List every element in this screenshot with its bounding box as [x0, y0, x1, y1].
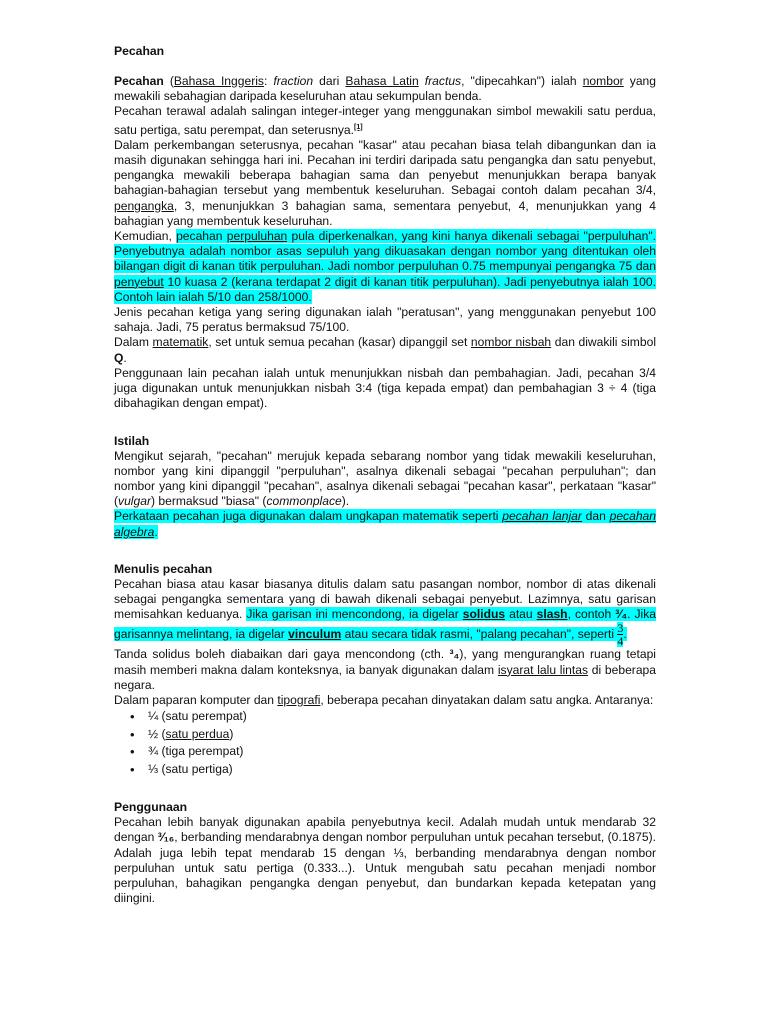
- paragraph-paparan-komputer: Dalam paparan komputer dan tipografi, beberapa pecahan dinyatakan dalam satu angka. Antaranya:: [114, 692, 654, 707]
- vinculum-fraction-example: $\frac{3}{4}$: [617, 621, 624, 649]
- paragraph-terawal: Pecahan terawal adalah salingan integer-integer yang menggunakan simbol mewakili satu perdua, satu pertiga, satu perempat, dan seterusnya.[1]: [114, 104, 656, 137]
- page-title: Pecahan: [114, 44, 165, 58]
- link-slash[interactable]: slash: [536, 607, 568, 622]
- link-nombor[interactable]: nombor: [582, 74, 624, 88]
- link-vinculum[interactable]: vinculum: [288, 627, 342, 642]
- link-tipografi[interactable]: tipografi: [277, 692, 321, 707]
- link-satu-perdua[interactable]: satu perdua: [165, 726, 230, 741]
- link-bahasa-latin[interactable]: Bahasa Latin: [345, 74, 419, 88]
- fraction-glyph-list: [114, 708, 656, 778]
- paragraph-solidus: Tanda solidus boleh diabaikan dari gaya mencondong (cth. ³₄), yang mengurangkan ruang tetapi masih memberi makna dalam konteksnya, ia banyak digunakan dalam isyarat lalu lintas di beberapa negara.: [114, 647, 657, 692]
- paragraph-perpuluhan: Kemudian, pecahan perpuluhan pula diperkenalkan, yang kini hanya dikenali sebagai "perpuluhan". Penyebutnya adalah nombor asas sepuluh yang dikuasakan dengan nombor yang ditentukan oleh bilangan digit di kanan titik perpuluhan. Jadi nombor perpuluhan 0.75 mempunyai pengangka 75 dan penyebut 10 kuasa 2 (kerana terdapat 2 digit di kanan titik perpuluhan). Jadi penyebutnya ialah 100. Contoh lain ialah 5/10 dan 258/1000.: [114, 229, 657, 304]
- document-page: [114, 0, 656, 906]
- paragraph-menulis: Pecahan biasa atau kasar biasanya ditulis dalam satu pasangan nombor, nombor di atas dikenali sebagai pengangka sementara yang di bawah dikenali sebagai penyebut. Lazimnya, satu garisan memisahkan keduanya. Jika garisan ini mencondong, ia digelar solidus atau slash, contoh ³⁄₄. Jika garisannya melintang, ia digelar vinculum atau secara tidak rasmi, "palang pecahan", seperti $\frac{3}{4}$ .: [114, 576, 656, 649]
- link-matematik[interactable]: matematik: [152, 335, 209, 350]
- link-isyarat-lalu-lintas[interactable]: isyarat lalu lintas: [497, 662, 589, 677]
- list-item: • ¼ (satu perempat): [130, 708, 656, 726]
- link-solidus[interactable]: solidus: [462, 607, 506, 622]
- paragraph-penggunaan: Pecahan lebih banyak digunakan apabila penyebutnya kecil. Adalah mudah untuk mendarab 32 dengan ³⁄₁₆, berbanding mendarabnya dengan nombor perpuluhan untuk pecahan tersebut, (0.1875). Adalah juga lebih tepat mendarab 15 dengan ⅓, berbanding mendarabnya dengan nombor perpuluhan untuk satu pertiga (0.333...). Untuk mengubah satu pecahan menjadi nombor perpuluhan, bahagikan pengangka dengan penyebut, dan bundarkan kepada ketepatan yang diingini.: [114, 815, 657, 906]
- paragraph-istilah: Mengikut sejarah, "pecahan" merujuk kepada sebarang nombor yang tidak mewakili keseluruhan, nombor yang kini dipanggil "perpuluhan", asalnya dikenali sebagai "pecahan perpuluhan"; dan nombor yang kini dipanggil "pecahan", asalnya dikenali sebagai "pecahan kasar", perkataan "kasar" (vulgar) bermaksud "biasa" (commonplace).: [114, 448, 656, 509]
- section-heading-istilah: Istilah: [114, 433, 150, 448]
- section-heading-penggunaan: Penggunaan: [114, 800, 188, 815]
- intro-paragraph: Pecahan (Bahasa Inggeris: fraction dari Bahasa Latin fractus, "dipecahkan") ialah nombor yang mewakili sebahagian daripada keseluruhan atau sekumpulan benda.: [114, 74, 657, 104]
- link-penyebut[interactable]: penyebut: [114, 274, 164, 289]
- list-item: • ¾ (tiga perempat): [130, 743, 656, 761]
- list-item: • ½ (satu perdua): [130, 726, 656, 744]
- link-bahasa-inggeris[interactable]: Bahasa Inggeris: [173, 74, 264, 88]
- paragraph-istilah-highlight: Perkataan pecahan juga digunakan dalam ungkapan matematik seperti pecahan lanjar dan pecahan algebra.: [114, 509, 656, 539]
- section-heading-menulis: Menulis pecahan: [114, 561, 213, 576]
- slash-fraction-example: ³⁄₄: [615, 607, 628, 622]
- list-item: • ⅓ (satu pertiga): [130, 761, 656, 779]
- link-perpuluhan[interactable]: perpuluhan: [226, 229, 288, 244]
- link-pecahan-lanjar[interactable]: pecahan lanjar: [502, 509, 582, 524]
- intro-term: Pecahan: [114, 74, 164, 88]
- symbol-q: Q: [114, 350, 124, 365]
- fraction-1-3: ⅓: [393, 845, 404, 860]
- paragraph-peratusan: Jenis pecahan ketiga yang sering digunakan ialah "peratusan", yang menggunakan penyebut 100 sahaja. Jadi, 75 peratus bermaksud 75/100.: [114, 305, 656, 335]
- paragraph-nisbah-pembahagian: Penggunaan lain pecahan ialah untuk menunjukkan nisbah dan pembahagian. Jadi, pecahan 3/4 juga digunakan untuk menunjukkan nisbah 3:4 (tiga kepada empat) dan pembahagian 3 ÷ 4 (tiga dibahagikan dengan empat).: [114, 365, 656, 411]
- link-nombor-nisbah[interactable]: nombor nisbah: [470, 335, 552, 350]
- reference-link[interactable]: [1]: [354, 123, 363, 131]
- fraction-3-16: ³⁄₁₆: [157, 830, 175, 845]
- solidus-omitted-example: ³₄: [449, 647, 460, 662]
- paragraph-nombor-nisbah: Dalam matematik, set untuk semua pecahan (kasar) dipanggil set nombor nisbah dan diwakili simbol Q.: [114, 335, 657, 365]
- paragraph-perkembangan: Dalam perkembangan seterusnya, pecahan "kasar" atau pecahan biasa telah dibangunkan dan ia masih digunakan sehingga hari ini. Pecahan ini terdiri daripada satu pengangka dan satu penyebut, pengangka mewakili beberapa bahagian sama dan penyebut menunjukkan berapa banyak bahagian-bahagian tersebut yang membentuk keseluruhan. Sebagai contoh dalam pecahan 3/4, pengangka, 3, menunjukkan 3 bahagian sama, sementara penyebut, 4, menunjukkan yang 4 bahagian yang membentuk keseluruhan.: [114, 137, 656, 228]
- link-pecahan-algebra[interactable]: pecahan algebra: [114, 509, 656, 539]
- link-pengangka[interactable]: pengangka: [114, 198, 174, 213]
